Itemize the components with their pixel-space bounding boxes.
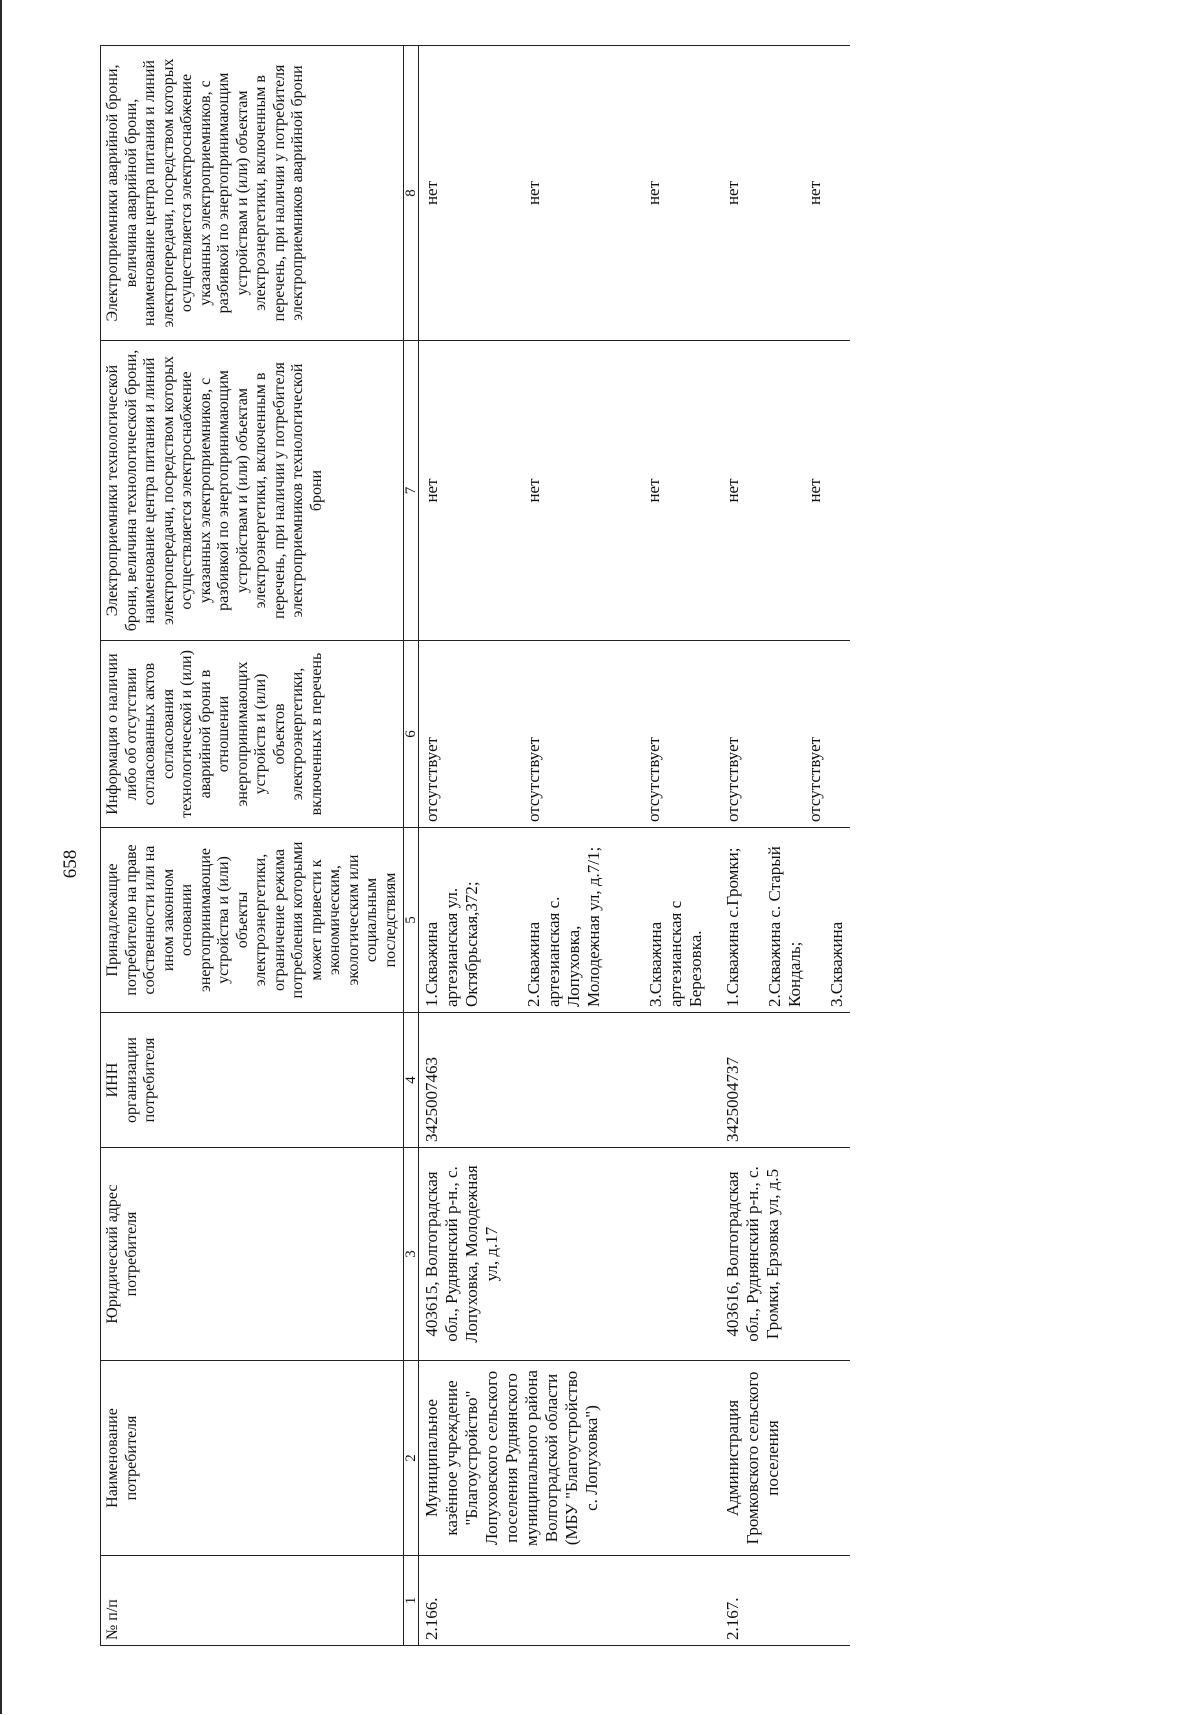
inn-value: 3425004737: [709, 1013, 850, 1148]
act-status: отсутствует: [644, 736, 663, 822]
device-item: 2.Скважина артезианская с. Лопуховка, Молодежная ул, д.7/1;: [524, 846, 603, 1007]
row-number: 2.166.: [419, 1556, 710, 1646]
column-number: 1: [404, 1556, 419, 1646]
table-row: [419, 46, 710, 1646]
tech-reserve-value: нет: [524, 478, 543, 503]
consumer-table: [100, 45, 850, 1646]
emergency-reserve-value: нет: [422, 180, 441, 206]
emergency-reserve-value: нет: [723, 180, 742, 206]
emergency-reserve-value: нет: [644, 180, 663, 206]
act-status: отсутствует: [524, 736, 543, 822]
act-status: отсутствует: [723, 736, 742, 822]
header-inn: ИНН организации потребителя: [101, 1013, 404, 1148]
column-number: 7: [404, 341, 419, 641]
tech-reserve-cell: [419, 341, 710, 641]
rotated-table-container: [100, 46, 1120, 1646]
header-consumer-name: Наименование потребителя: [101, 1361, 404, 1556]
agreement-acts-cell: [709, 641, 850, 828]
column-number: 8: [404, 46, 419, 341]
act-status: отсутствует: [805, 736, 824, 822]
device-item: 2.Скважина с. Старый Кондаль;: [765, 846, 804, 1007]
inn-value: 3425007463: [419, 1013, 710, 1148]
column-number: 6: [404, 641, 419, 828]
legal-address: 403616, Волгоградская обл., Руднянский р-н., с. Громки, Ерзовка ул, д.5: [709, 1148, 850, 1361]
emergency-reserve-value: нет: [805, 180, 824, 206]
emergency-reserve-cell: [419, 46, 710, 341]
header-num: № п/п: [101, 1556, 404, 1646]
tech-reserve-value: нет: [805, 478, 824, 503]
device-item: 3.Скважина: [827, 921, 846, 1007]
owned-devices-cell: [709, 828, 850, 1013]
legal-address: 403615, Волгоградская обл., Руднянский р-н., с. Лопуховка, Молодежная ул, д.17: [419, 1148, 710, 1361]
column-number: 5: [404, 828, 419, 1013]
act-status: отсутствует: [422, 736, 441, 822]
scan-edge-line: [0, 0, 2, 1714]
emergency-reserve-cell: [709, 46, 850, 341]
tech-reserve-value: нет: [644, 478, 663, 503]
header-agreement-acts: Информация о наличии либо об отсутствии согласованных актов согласования технологической и (или) аварийной брони в отношении энергопринимающих устройств и (или) объектов электроэнергетики, включенных в перечень: [101, 641, 404, 828]
header-row: [101, 46, 404, 1646]
device-item: 1.Скважина артезианская ул. Октябрьская,372;: [422, 881, 481, 1007]
header-owned-devices: Принадлежащие потребителю на праве собственности или на ином законном основании энергопринимающие устройства и (или) объекты электроэнергетики, ограничение режима потребления которыми может привести к экономическим, экологическим или социальным последствиям: [101, 828, 404, 1013]
agreement-acts-cell: [419, 641, 710, 828]
emergency-reserve-value: нет: [524, 180, 543, 206]
device-item: 3.Скважина артезианская с Березовка.: [646, 900, 705, 1007]
consumer-name: Муниципальное казённое учреждение "Благоустройство" Лопуховского сельского поселения Руднянского муниципального района Волгоградской области (МБУ "Благоустройство с. Лопуховка"): [419, 1361, 710, 1556]
device-item: 1.Скважина с.Громки;: [723, 847, 742, 1007]
header-legal-address: Юридический адрес потребителя: [101, 1148, 404, 1361]
consumer-name: Администрация Громковского сельского поселения: [709, 1361, 850, 1556]
header-emergency-reserve: Электроприемники аварийной брони, величина аварийной брони, наименование центра питания и линий электропередачи, посредством которых осуществляется электроснабжение указанных электроприемников, с разбивкой по энергопринимающим устройствам и (или) объектам электроэнергетики, включенным в перечень, при наличии у потребителя электроприемников аварийной брони: [101, 46, 404, 341]
owned-devices-cell: [419, 828, 710, 1013]
tech-reserve-value: нет: [723, 478, 742, 503]
column-number-row: [404, 46, 419, 1646]
page-number: 658: [60, 849, 81, 879]
column-number: 2: [404, 1361, 419, 1556]
tech-reserve-cell: [709, 341, 850, 641]
table-row: [709, 46, 850, 1646]
column-number: 3: [404, 1148, 419, 1361]
column-number: 4: [404, 1013, 419, 1148]
tech-reserve-value: нет: [422, 478, 441, 503]
header-tech-reserve: Электроприемники технологической брони, величина технологической брони, наименование центра питания и линий электропередачи, посредством которых осуществляется электроснабжение указанных электроприемников, с разбивкой по энергопринимающим устройствам и (или) объектам электроэнергетики, включенным в перечень, при наличии у потребителя электроприемников технологической брони: [101, 341, 404, 641]
row-number: 2.167.: [709, 1556, 850, 1646]
